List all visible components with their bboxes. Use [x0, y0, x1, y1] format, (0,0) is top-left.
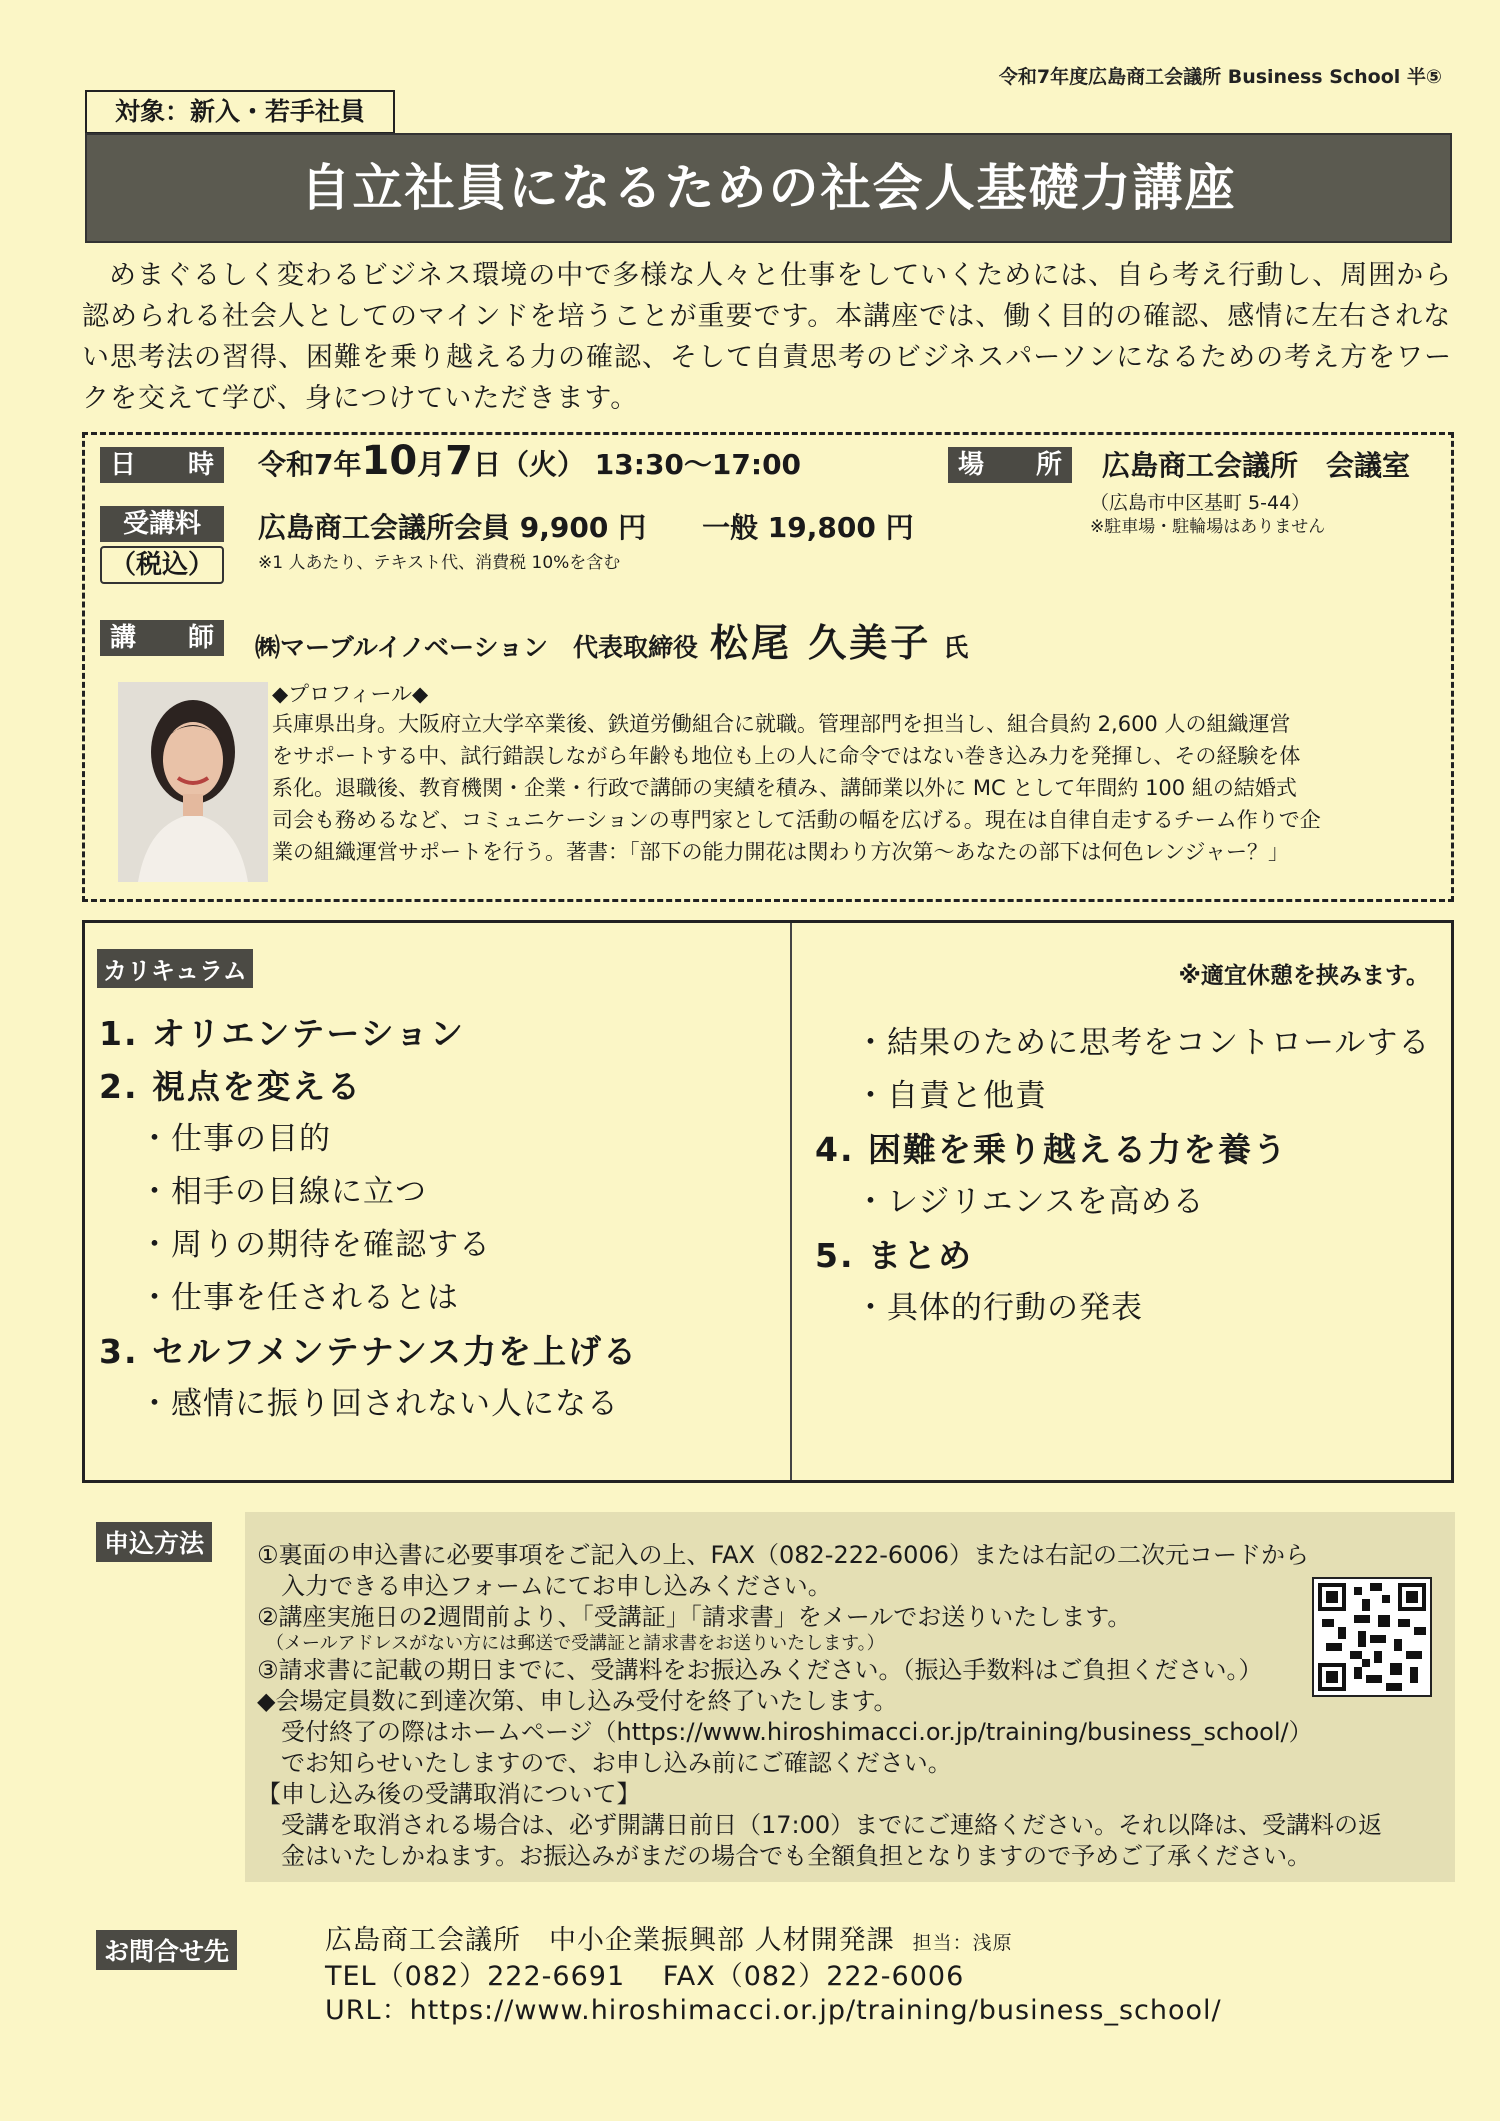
- teacher-company: ㈱マーブルイノベーション 代表取締役: [255, 633, 699, 662]
- curriculum-subitem: ・感情に振り回されない人になる: [139, 1386, 619, 1422]
- curriculum-heading: 2. 視点を変える: [99, 1067, 362, 1106]
- break-note: ※適宜休憩を挟みます。: [1178, 963, 1429, 989]
- teacher-row: [255, 612, 968, 667]
- profile-line: 業の組織運営サポートを行う。著書：「部下の能力開花は関わり方次第～あなたの部下は何色レンジャー？」: [272, 840, 1290, 864]
- apply-line: ◆会場定員数に到達次第、申し込み受付を終了いたします。: [257, 1687, 898, 1715]
- series-code: 令和7年度広島商工会議所 Business School 半⑤: [998, 66, 1442, 88]
- intro-paragraph: [82, 255, 1454, 419]
- target-audience-tag: 対象：新入・若手社員: [85, 90, 395, 134]
- fee-text: 広島商工会議所会員 9,900 円 一般 19,800 円: [258, 511, 914, 544]
- profile-line: をサポートする中、試行錯誤しながら年齢も地位も上の人に命令ではない巻き込み力を発揮し、その経験を体: [272, 744, 1301, 768]
- date-label: 日 時: [100, 447, 224, 483]
- contact-label: お問合せ先: [96, 1930, 237, 1970]
- curriculum-heading: 3. セルフメンテナンス力を上げる: [99, 1332, 639, 1371]
- curriculum-heading: 4. 困難を乗り越える力を養う: [815, 1130, 1288, 1169]
- apply-box: [245, 1512, 1455, 1882]
- profile-line: 兵庫県出身。大阪府立大学卒業後、鉄道労働組合に就職。管理部門を担当し、組合員約 2,600 人の組織運営: [272, 712, 1291, 736]
- intro-line: い思考法の習得、困難を乗り越える力の確認、そして自責思考のビジネスパーソンになるための考え方をワー: [82, 342, 1453, 373]
- curriculum-left-list: [99, 1007, 779, 1431]
- course-date: 令和7年10月7日（火） 13:30～17:00: [258, 438, 802, 484]
- place-name: 広島商工会議所 会議室: [1102, 449, 1411, 482]
- teacher-name: 松尾 久美子: [710, 621, 932, 665]
- apply-line: 金はいたしかねます。お振込みがまだの場合でも全額負担となりますので予めご了承ください。: [257, 1842, 1312, 1870]
- curriculum-box: [82, 920, 1454, 1483]
- curriculum-heading: 1. オリエンテーション: [99, 1014, 466, 1053]
- apply-line: 受講を取消される場合は、必ず開講日前日（17:00）までにご連絡ください。それ以降は、受講料の返: [257, 1811, 1383, 1839]
- apply-line: ①裏面の申込書に必要事項をご記入の上、FAX（082-222-6006）または右記の二次元コードから: [257, 1541, 1309, 1569]
- place-address: （広島市中区基町 5-44）: [1090, 492, 1311, 514]
- apply-line: ②講座実施日の2週間前より、「受講証」「請求書」をメールでお送りいたします。: [257, 1603, 1132, 1631]
- qr-code-icon[interactable]: [1312, 1577, 1432, 1697]
- course-time: 13:30～17:00: [594, 448, 802, 481]
- contact-org: 広島商工会議所 中小企業振興部 人材開発課: [325, 1925, 895, 1956]
- place-label: 場 所: [948, 447, 1072, 483]
- fee-note: ※1 人あたり、テキスト代、消費税 10%を含む: [258, 553, 621, 573]
- contact-person: 担当：浅原: [912, 1932, 1013, 1954]
- curriculum-subitem: ・仕事の目的: [139, 1121, 331, 1157]
- curriculum-subitem: ・周りの期待を確認する: [139, 1227, 491, 1263]
- apply-label: 申込方法: [96, 1522, 212, 1562]
- curriculum-subitem: ・相手の目線に立つ: [139, 1174, 427, 1210]
- curriculum-divider: [790, 923, 792, 1480]
- intro-line: めまぐるしく変わるビジネス環境の中で多様な人々と仕事をしていくためには、自ら考え行動し、周囲から: [109, 260, 1453, 291]
- fee-sub-label: （税込）: [100, 546, 224, 584]
- curriculum-subitem: ・具体的行動の発表: [855, 1290, 1143, 1326]
- profile-line: 系化。退職後、教育機関・企業・行政で講師の実績を積み、講師業以外に MC として年間約 100 組の結婚式: [272, 776, 1297, 800]
- apply-line: 入力できる申込フォームにてお申し込みください。: [257, 1572, 832, 1600]
- portrait-image: [118, 682, 268, 882]
- intro-line: 認められる社会人としてのマインドを培うことが重要です。本講座では、働く目的の確認、感情に左右されな: [82, 301, 1452, 332]
- curriculum-subitem: ・結果のために思考をコントロールする: [855, 1025, 1431, 1061]
- apply-line: 受付終了の際はホームページ（https://www.hiroshimacci.or.jp/training/business_school/）: [257, 1718, 1313, 1746]
- contact-info: [325, 1924, 1222, 2028]
- teacher-label: 講 師: [100, 620, 224, 656]
- apply-line: 【申し込み後の受講取消について】: [257, 1780, 641, 1808]
- teacher-suffix: 氏: [943, 633, 969, 662]
- profile-text: [272, 708, 1432, 868]
- place-note: ※駐車場・駐輪場はありません: [1090, 517, 1326, 537]
- fee-label: 受講料: [100, 506, 224, 542]
- profile-title: ◆プロフィール◆: [272, 682, 429, 706]
- teacher-photo: [118, 682, 268, 882]
- curriculum-right-list: [815, 1017, 1445, 1335]
- curriculum-subitem: ・自責と他責: [855, 1078, 1047, 1114]
- qr-code-graphic: [1314, 1579, 1430, 1695]
- curriculum-subitem: ・レジリエンスを高める: [855, 1184, 1205, 1220]
- intro-line: クを交えて学び、身につけていただきます。: [82, 383, 639, 414]
- contact-tel-fax: TEL（082）222-6691 FAX（082）222-6006: [325, 1961, 965, 1992]
- contact-url[interactable]: URL：https://www.hiroshimacci.or.jp/training/business_school/: [325, 1995, 1222, 2026]
- apply-line: ③請求書に記載の期日までに、受講料をお振込みください。（振込手数料はご負担ください。）: [257, 1656, 1263, 1684]
- apply-line: （メールアドレスがない方には郵送で受講証と請求書をお送りいたします。）: [257, 1633, 885, 1654]
- curriculum-subitem: ・仕事を任されるとは: [139, 1280, 459, 1316]
- curriculum-heading: 5. まとめ: [815, 1236, 973, 1275]
- page-title: 自立社員になるための社会人基礎力講座: [85, 133, 1452, 243]
- apply-lines: [257, 1540, 1407, 1872]
- profile-line: 司会も務めるなど、コミュニケーションの専門家として活動の幅を広げる。現在は自律自走するチーム作りで企: [272, 808, 1321, 832]
- apply-line: でお知らせいたしますので、お申し込み前にご確認ください。: [257, 1749, 952, 1777]
- curriculum-label: カリキュラム: [97, 949, 253, 988]
